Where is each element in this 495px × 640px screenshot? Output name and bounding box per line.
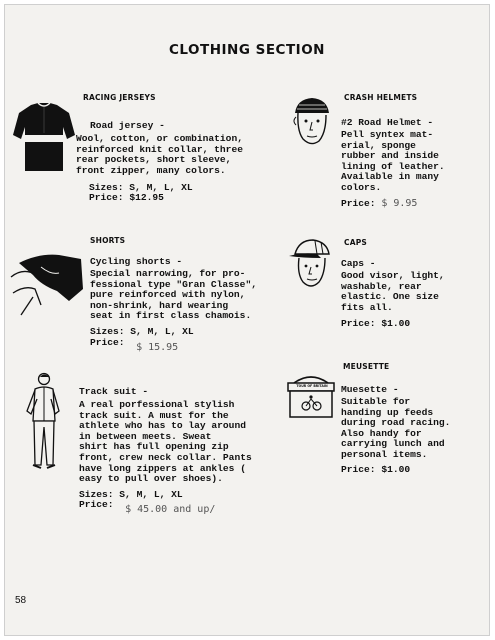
musette-bag-text: TOUR OF BRITAIN bbox=[296, 384, 328, 388]
musette-price-label: Price: bbox=[341, 464, 376, 475]
section-crash-helmets: CRASH HELMETS bbox=[344, 93, 418, 102]
caps-price-label: Price: bbox=[341, 318, 376, 329]
section-musette: MEUSETTE bbox=[343, 362, 390, 371]
tracksuit-figure-illustration bbox=[23, 371, 63, 471]
musette-bag-illustration bbox=[286, 373, 336, 421]
jersey-price: $12.95 bbox=[129, 192, 164, 203]
page-title: CLOTHING SECTION bbox=[169, 42, 325, 58]
shorts-price-label: Price: bbox=[90, 337, 125, 348]
musette-price-row bbox=[341, 465, 410, 476]
jersey-price-row bbox=[89, 193, 164, 204]
cap-head-illustration bbox=[287, 236, 333, 292]
page-number: 58 bbox=[15, 595, 27, 606]
section-racing-jerseys: RACING JERSEYS bbox=[83, 93, 156, 102]
shorts-description: Special narrowing, for pro- fessional type "Gran Classe", pure reinforced with nylon, non-shrink, hard wearing seat in first class chamois. bbox=[90, 268, 257, 322]
jersey-name: Road jersey - bbox=[90, 120, 165, 131]
shorts-illustration bbox=[11, 245, 83, 315]
tracksuit-name: Track suit - bbox=[79, 386, 149, 397]
catalog-page bbox=[4, 4, 490, 636]
helmet-description: Pell syntex mat- erial, sponge rubber and inside lining of leather. Available in many colors. bbox=[341, 129, 445, 193]
caps-price: $1.00 bbox=[381, 318, 411, 329]
helmet-head-illustration bbox=[289, 95, 335, 151]
section-shorts: SHORTS bbox=[90, 236, 126, 245]
musette-price: $1.00 bbox=[381, 464, 411, 475]
section-caps: CAPS bbox=[344, 238, 368, 247]
shorts-price: $ 15.95 bbox=[136, 342, 179, 353]
caps-price-row bbox=[341, 319, 410, 330]
helmet-name: #2 Road Helmet - bbox=[341, 117, 434, 128]
musette-name: Muesette - bbox=[341, 384, 399, 395]
helmet-price-row bbox=[341, 199, 417, 210]
jersey-illustration bbox=[9, 101, 79, 175]
shorts-name: Cycling shorts - bbox=[90, 256, 183, 267]
helmet-price-label: Price: bbox=[341, 198, 376, 209]
tracksuit-price-label: Price: bbox=[79, 499, 114, 510]
shorts-sizes: Sizes: S, M, L, XL bbox=[90, 326, 194, 337]
musette-description: Suitable for handing up feeds during road racing. Also handy for carrying lunch and personal items. bbox=[341, 396, 451, 460]
tracksuit-sizes: Sizes: S, M, L, XL bbox=[79, 489, 183, 500]
jersey-sizes: Sizes: S, M, L, XL bbox=[89, 182, 193, 193]
caps-description: Good visor, light, washable, rear elastic. One size fits all. bbox=[341, 270, 445, 313]
jersey-description: Wool, cotton, or combination, reinforced knit collar, three rear pockets, short sleeve, front zipper, many colors. bbox=[76, 133, 243, 176]
helmet-price: $ 9.95 bbox=[381, 198, 418, 209]
tracksuit-price: $ 45.00 and up/ bbox=[125, 504, 216, 515]
shorts-price-row bbox=[90, 337, 179, 353]
caps-name: Caps - bbox=[341, 258, 376, 269]
tracksuit-price-row bbox=[79, 499, 216, 515]
tracksuit-description: A real porfessional stylish track suit. A must for the athlete who has to lay around in between meets. Sweat shirt has full opening zip front, crew neck collar. Pants have long zippers at ankles ( easy to pull over shoes). bbox=[79, 399, 252, 485]
jersey-price-label: Price: bbox=[89, 192, 124, 203]
